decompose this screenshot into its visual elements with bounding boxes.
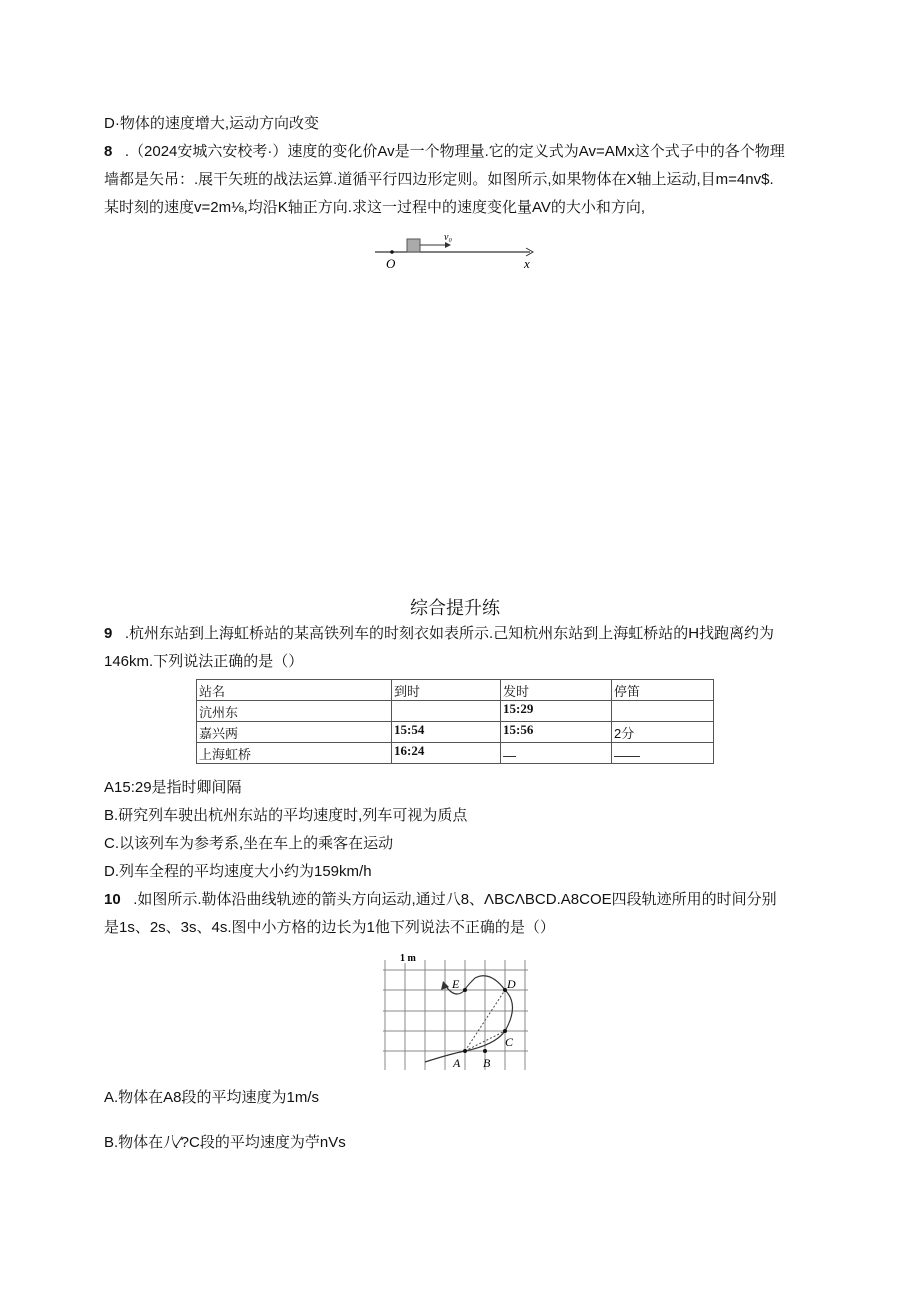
header-cell: 站名 xyxy=(197,680,392,701)
table-header-row xyxy=(197,680,714,701)
q10-option-b: B.物体在八∕?C段的平均速度为苧nVs xyxy=(104,1134,346,1151)
table-cell: 15:54 xyxy=(392,722,501,743)
q10-line-1 xyxy=(104,890,777,910)
q8-line-2: 墙都是矢吊：.展干矢班的战法运算.道循平行四边形定则。如图所示,如果物体在X轴上运动,目m=4nv$. xyxy=(104,171,774,188)
timetable xyxy=(196,679,714,764)
q8-figure xyxy=(370,228,540,273)
q9-option-c: C.以该列车为参考系,坐在车上的乘客在运动 xyxy=(104,835,394,852)
table-row xyxy=(197,701,714,722)
q8-line-1 xyxy=(104,142,785,162)
scale-label: 1 m xyxy=(400,953,416,964)
q10-line-2: 是1s、2s、3s、4s.图中小方格的边长为1他下列说法不正确的是（） xyxy=(104,919,555,936)
q9-line-1 xyxy=(104,624,774,644)
q9-text-1: .杭州东站到上海虹桥站的某高铁列车的时刻衣如表所示.己知杭州东站到上海虹桥站的H找跑离约为 xyxy=(124,625,775,642)
table-cell: —— xyxy=(612,743,714,764)
table-cell: 2分 xyxy=(612,722,714,743)
header-cell: 到时 xyxy=(392,680,501,701)
point-a-label: A xyxy=(453,1056,461,1070)
table-cell: 上海虹桥 xyxy=(197,743,392,764)
point-b-label: B xyxy=(483,1056,491,1070)
table-cell: — xyxy=(501,743,612,764)
q10-option-a: A.物体在A8段的平均速度为1m/s xyxy=(104,1089,320,1106)
table-cell: 15:29 xyxy=(501,701,612,722)
table-row xyxy=(197,743,714,764)
point-e-label: E xyxy=(452,977,460,991)
axis-label: x xyxy=(524,256,530,271)
q8-number: 8 xyxy=(104,143,113,160)
header-cell: 停笛 xyxy=(612,680,714,701)
table-cell: 沆州东 xyxy=(197,701,392,722)
q8-line-3: 某时刻的速度v=2m⅛,均沿K轴正方向.求这一过程中的速度变化量AV的大小和方向, xyxy=(104,199,646,216)
q9-option-d: D.列车全程的平均速度大小约为159km/h xyxy=(104,863,372,880)
table-cell: 16:24 xyxy=(392,743,501,764)
point-d-label: D xyxy=(507,977,516,991)
table-row xyxy=(197,722,714,743)
q9-line-2: 146km.下列说法正确的是（） xyxy=(104,653,304,670)
table-cell xyxy=(612,701,714,722)
header-cell: 发时 xyxy=(501,680,612,701)
velocity-label: v₀ xyxy=(444,232,452,243)
origin-label: O xyxy=(386,256,396,271)
q7-option-d: D·物体的速度增大,运动方向改变 xyxy=(104,115,319,132)
table-cell: 15:56 xyxy=(501,722,612,743)
point-c-label: C xyxy=(505,1035,514,1049)
q8-text-1: .（2024安城六安校考·）速度的变化价Av是一个物理量.它的定义式为Av=AMx这个式子中的各个物理 xyxy=(124,143,785,160)
q10-text-1: .如图所示.勒体沿曲线轨迹的箭头方向运动,通过八8、ΛBCΛBCD.A8COE四段轨迹所用的时间分别 xyxy=(133,891,777,908)
q10-number: 10 xyxy=(104,891,121,908)
section-title: 综合提升练 xyxy=(410,598,500,618)
q9-option-a: A15:29是指时卿间隔 xyxy=(104,779,242,796)
table-cell: 嘉兴两 xyxy=(197,722,392,743)
q10-grid-figure xyxy=(380,950,530,1072)
q9-number: 9 xyxy=(104,625,113,642)
q9-option-b: B.研究列车驶出杭州东站的平均速度时,列车可视为质点 xyxy=(104,807,468,824)
table-cell xyxy=(392,701,501,722)
